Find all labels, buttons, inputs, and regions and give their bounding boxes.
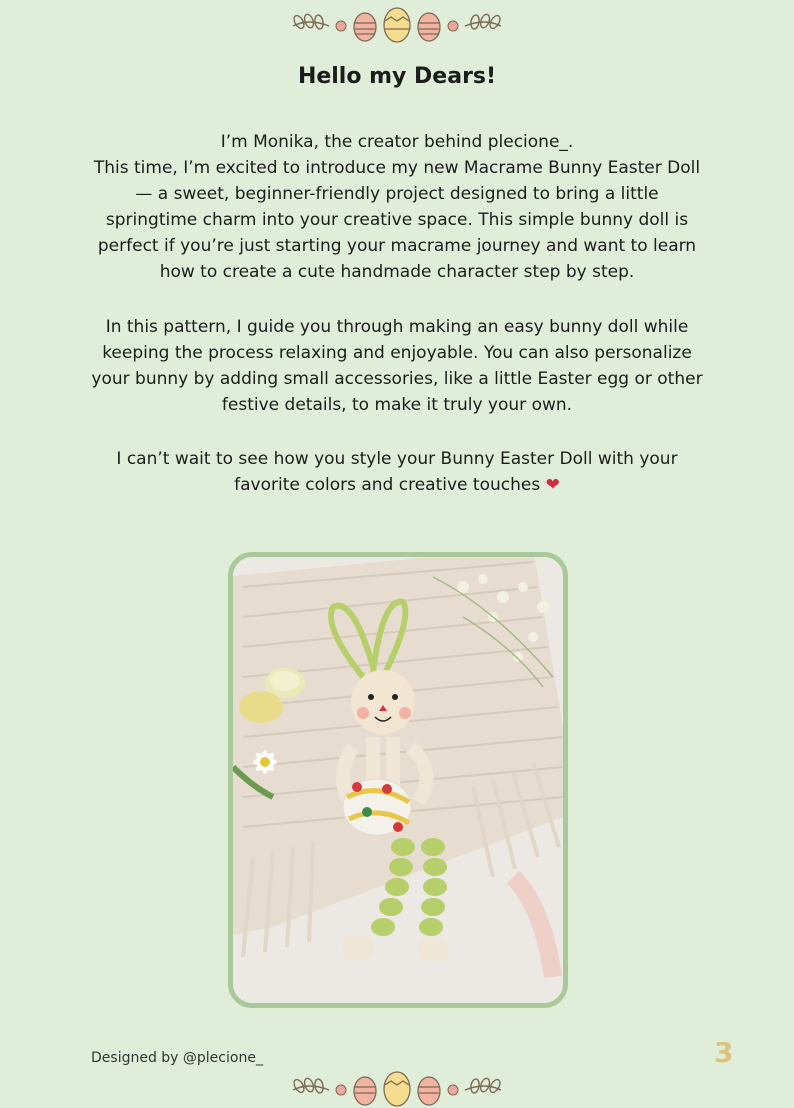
text-line bbox=[70, 472, 724, 498]
easter-ornament-top-icon bbox=[0, 4, 794, 44]
pattern-paragraph bbox=[70, 314, 724, 418]
text-line: — a sweet, beginner-friendly project designed to bring a little bbox=[135, 184, 659, 204]
text-line: your bunny by adding small accessories, like a little Easter egg or other bbox=[91, 369, 703, 389]
text-span: favorite colors and creative touches bbox=[234, 475, 541, 495]
text-line: I can’t wait to see how you style your Bunny Easter Doll with your bbox=[116, 449, 678, 469]
heart-icon: ❤ bbox=[545, 475, 560, 495]
page-title: Hello my Dears! bbox=[297, 64, 497, 89]
text-line: I’m Monika, the creator behind plecione_. bbox=[220, 132, 574, 152]
bunny-doll-photo bbox=[228, 552, 568, 1008]
page-number: 3 bbox=[714, 1036, 734, 1069]
designer-credit: Designed by @plecione_ bbox=[91, 1050, 263, 1066]
text-line: festive details, to make it truly your own. bbox=[221, 395, 573, 415]
text-line: perfect if you’re just starting your macrame journey and want to learn bbox=[97, 236, 697, 256]
easter-ornament-bottom-icon bbox=[0, 1068, 794, 1108]
text-line: In this pattern, I guide you through making an easy bunny doll while bbox=[105, 317, 689, 337]
intro-paragraph bbox=[70, 129, 724, 285]
closing-paragraph bbox=[70, 446, 724, 498]
text-line: This time, I’m excited to introduce my new Macrame Bunny Easter Doll bbox=[93, 158, 701, 178]
text-line: springtime charm into your creative space. This simple bunny doll is bbox=[105, 210, 689, 230]
text-line: keeping the process relaxing and enjoyable. You can also personalize bbox=[102, 343, 692, 363]
text-line: how to create a cute handmade character step by step. bbox=[159, 262, 635, 282]
